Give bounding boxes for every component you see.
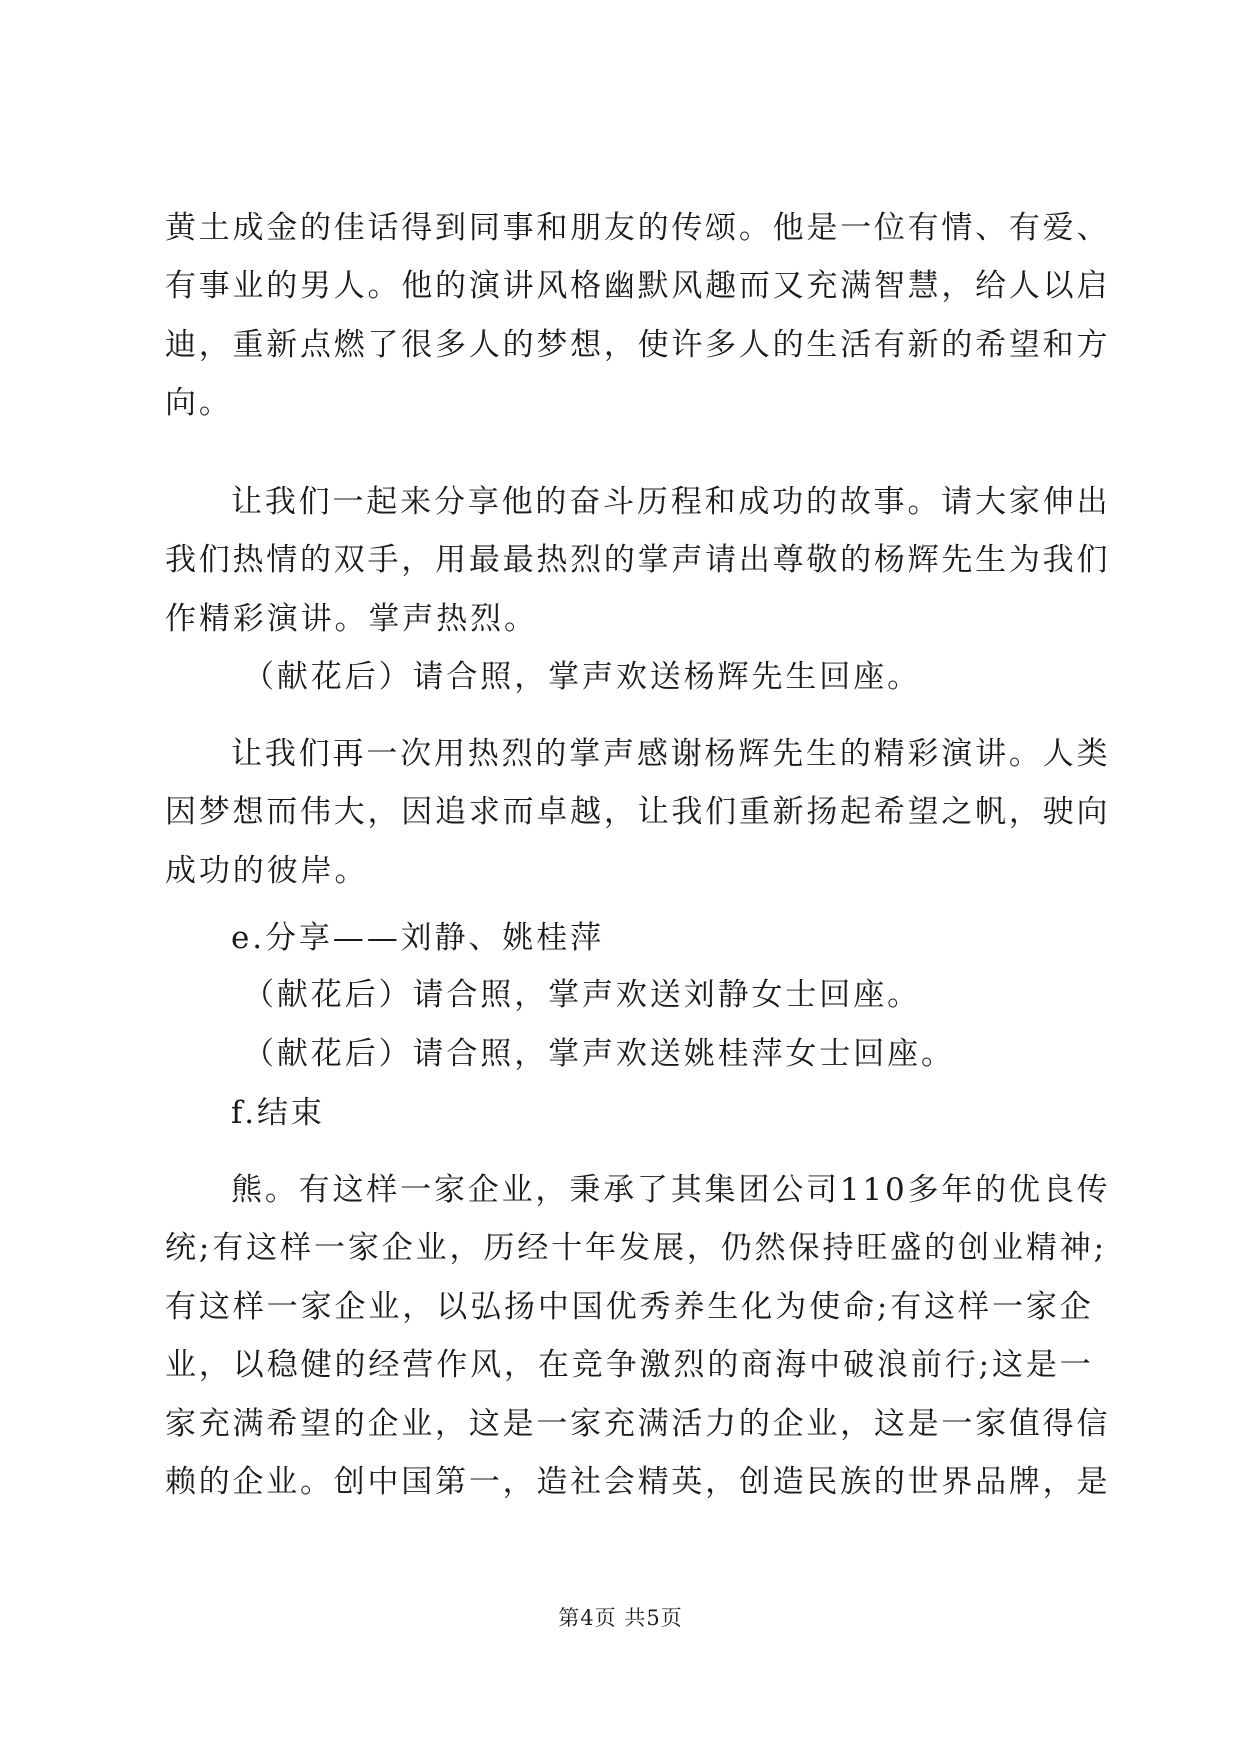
text-line: 熊。有这样一家企业，秉承了其集团公司110多年的优良传 [231,1172,1111,1208]
text-line: 赖的企业。创中国第一，造社会精英，创造民族的世界品牌，是 [165,1464,1111,1500]
text-line: 家充满希望的企业，这是一家充满活力的企业，这是一家值得信 [165,1406,1111,1442]
text-line: 迪，重新点燃了很多人的梦想，使许多人的生活有新的希望和方 [165,327,1111,363]
text-line: e.分享——刘静、姚桂萍 [231,920,604,956]
text-line: 有事业的男人。他的演讲风格幽默风趣而又充满智慧，给人以启 [165,268,1111,304]
text-line: 业，以稳健的经营作风，在竞争激烈的商海中破浪前行;这是一 [165,1347,1094,1383]
text-line: 作精彩演讲。掌声热烈。 [165,601,538,637]
text-line: 因梦想而伟大，因追求而卓越，让我们重新扬起希望之帆，驶向 [165,794,1111,830]
text-line: f.结束 [231,1095,325,1131]
text-line: （献花后）请合照，掌声欢送刘静女士回座。 [243,977,921,1013]
text-line: 统;有这样一家企业，历经十年发展，仍然保持旺盛的创业精神; [165,1230,1107,1266]
text-line: （献花后）请合照，掌声欢送姚桂萍女士回座。 [243,1036,955,1072]
text-line: 让我们再一次用热烈的掌声感谢杨辉先生的精彩演讲。人类 [231,736,1111,772]
text-line: 有这样一家企业，以弘扬中国优秀养生化为使命;有这样一家企 [165,1289,1094,1325]
text-line: 让我们一起来分享他的奋斗历程和成功的故事。请大家伸出 [231,484,1111,520]
text-line: （献花后）请合照，掌声欢送杨辉先生回座。 [243,659,921,695]
text-line: 我们热情的双手，用最最热烈的掌声请出尊敬的杨辉先生为我们 [165,542,1111,578]
text-line: 成功的彼岸。 [165,853,369,889]
text-line: 向。 [165,385,233,421]
page-footer: 第4页 共5页 [558,1606,683,1630]
text-line: 黄土成金的佳话得到同事和朋友的传颂。他是一位有情、有爱、 [165,210,1111,246]
